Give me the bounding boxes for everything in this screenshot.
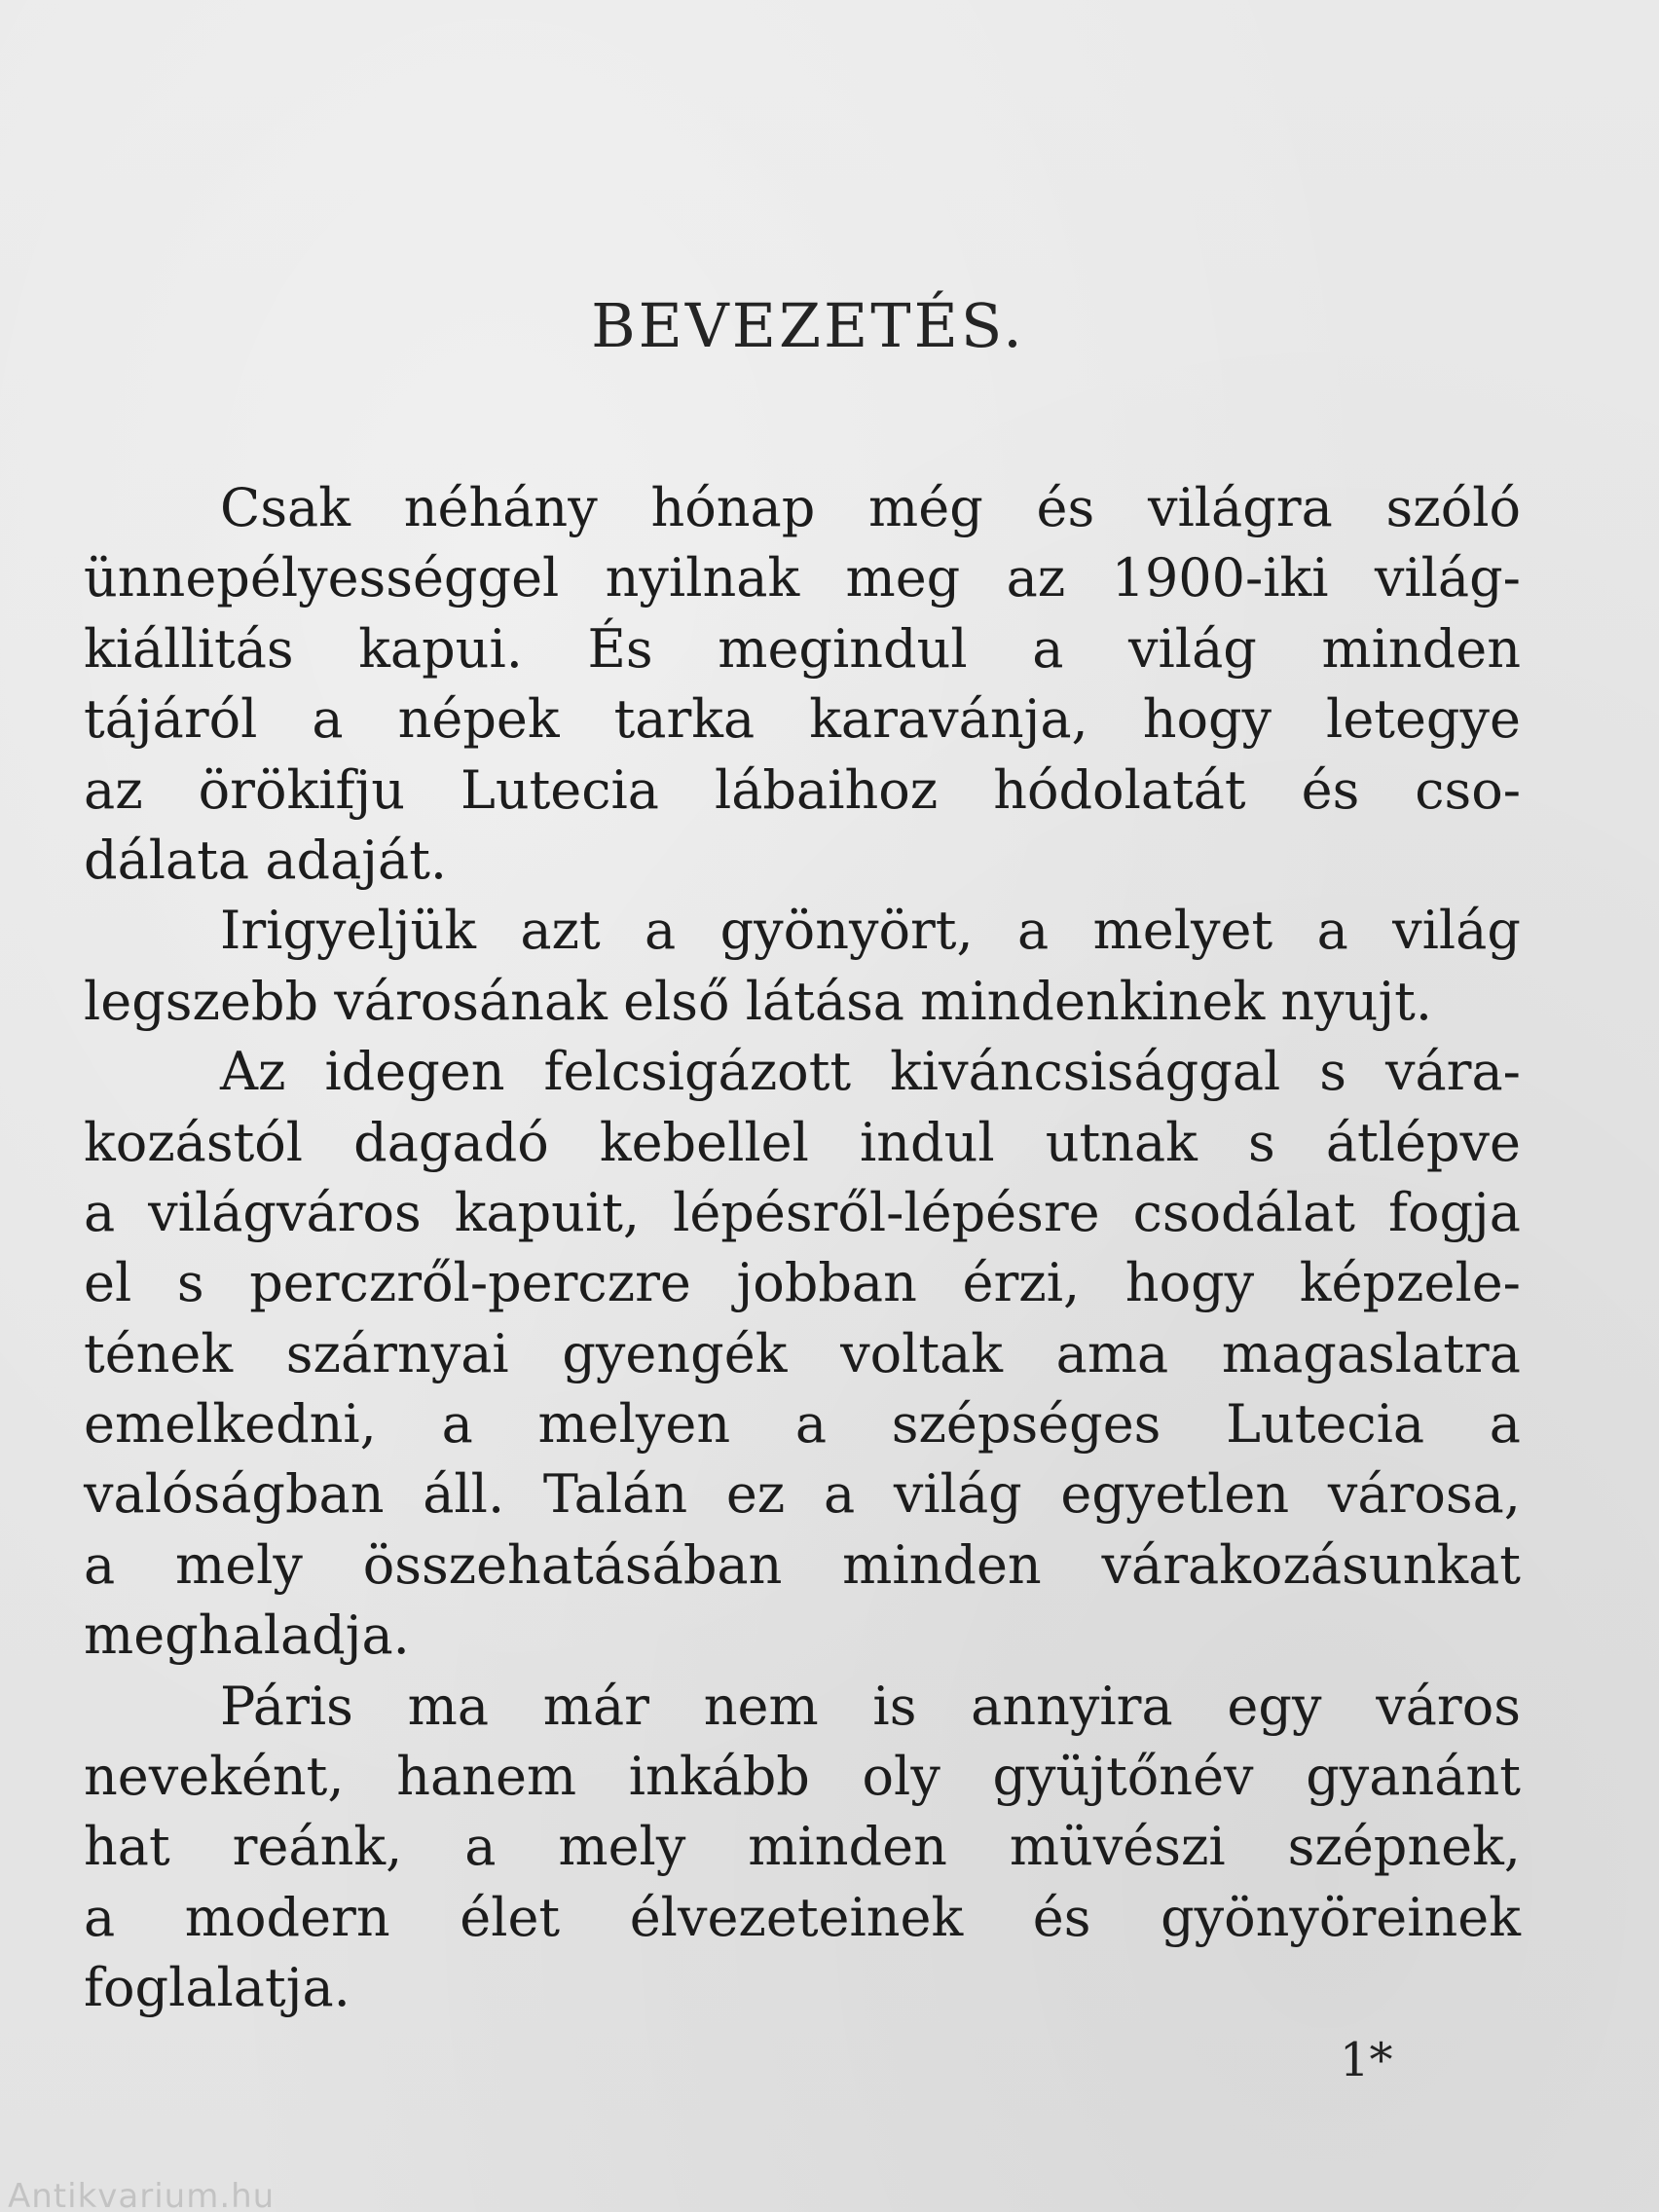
- word: népek: [397, 688, 560, 751]
- word: a: [645, 900, 677, 962]
- body-text: [84, 473, 1521, 2024]
- text-line: [84, 684, 1521, 755]
- word: voltak: [840, 1322, 1003, 1384]
- word: világ: [1128, 617, 1257, 680]
- word: az: [84, 758, 143, 821]
- text-line: [84, 1178, 1521, 1248]
- word: Az: [220, 1041, 286, 1103]
- text-line: [84, 967, 1521, 1037]
- word: azt: [520, 900, 601, 962]
- word: egyetlen: [1060, 1463, 1290, 1526]
- word: a: [1316, 900, 1348, 962]
- word: a: [441, 1393, 473, 1456]
- word: a: [823, 1463, 856, 1526]
- text-line: [84, 1812, 1521, 1882]
- word: várakozásunkat: [1101, 1533, 1521, 1596]
- word: tének: [84, 1322, 234, 1384]
- word: melyet: [1092, 900, 1273, 962]
- word: minden: [748, 1816, 947, 1878]
- word: a: [464, 1816, 497, 1878]
- word: a: [1489, 1393, 1521, 1456]
- word: perczről-perczre: [249, 1252, 691, 1314]
- word: látása: [745, 970, 904, 1032]
- word: minden: [1321, 617, 1521, 680]
- word: letegye: [1326, 688, 1521, 751]
- word: Csak: [220, 477, 350, 538]
- text-line: [84, 1248, 1521, 1318]
- word: ama: [1055, 1322, 1169, 1384]
- word: kiállitás: [84, 617, 294, 680]
- word: szóló: [1385, 477, 1521, 538]
- word: örökifju: [198, 758, 405, 821]
- word: cso-: [1415, 758, 1521, 821]
- word: érzi,: [962, 1252, 1081, 1314]
- word: még: [868, 477, 983, 538]
- word: világváros: [148, 1181, 422, 1243]
- text-line: [84, 756, 1521, 826]
- word: müvészi: [1009, 1816, 1226, 1878]
- word: lépésről-lépésre: [673, 1181, 1100, 1243]
- text-line: [84, 614, 1521, 684]
- word: szépséges: [891, 1393, 1161, 1456]
- word: kapuit,: [454, 1181, 641, 1243]
- word: hogy: [1142, 688, 1272, 751]
- word: mely: [558, 1816, 686, 1878]
- word: néhány: [403, 477, 598, 538]
- word: oly: [862, 1746, 940, 1808]
- word: városa,: [1327, 1463, 1521, 1526]
- word: gyengék: [562, 1322, 788, 1384]
- text-line: [84, 1953, 1521, 2023]
- text-line: [84, 1601, 1521, 1671]
- text-line: [84, 896, 1521, 966]
- word: a: [794, 1393, 828, 1456]
- word: annyira: [971, 1675, 1173, 1737]
- word: kapui.: [358, 617, 523, 680]
- page-number: 1*: [1340, 2033, 1393, 2087]
- word: el: [84, 1252, 132, 1314]
- word: meghaladja.: [84, 1604, 410, 1667]
- text-line: [84, 1037, 1521, 1107]
- word: kebellel: [599, 1111, 809, 1173]
- word: mely: [174, 1533, 303, 1596]
- word: Lutecia: [460, 758, 659, 821]
- word: világ: [893, 1463, 1022, 1526]
- word: tarka: [613, 688, 756, 751]
- text-line: [84, 1389, 1521, 1459]
- word: lábaihoz: [714, 758, 939, 821]
- word: reánk,: [232, 1816, 403, 1878]
- word: Irigyeljük: [220, 900, 476, 962]
- word: legszebb: [84, 970, 319, 1032]
- word: s: [1319, 1041, 1346, 1103]
- word: csodálat: [1132, 1181, 1355, 1243]
- word: világ: [1392, 900, 1521, 962]
- word: szépnek,: [1287, 1816, 1521, 1878]
- word: utnak: [1045, 1111, 1198, 1173]
- word: inkább: [628, 1746, 810, 1808]
- word: a: [1017, 900, 1050, 962]
- word: első: [623, 970, 730, 1032]
- word: dálata: [84, 829, 250, 891]
- word: vára-: [1384, 1041, 1521, 1103]
- word: adaját.: [265, 829, 448, 891]
- word: a: [84, 1886, 116, 1948]
- word: gyönyöreinek: [1161, 1886, 1521, 1948]
- word: s: [176, 1252, 204, 1314]
- word: átlépve: [1325, 1111, 1521, 1173]
- word: hódolatát: [993, 758, 1246, 821]
- text-line: [84, 1530, 1521, 1601]
- word: és: [1036, 477, 1095, 538]
- word: a: [84, 1181, 116, 1243]
- word: már: [542, 1675, 649, 1737]
- text-line: [84, 1319, 1521, 1389]
- word: világ-: [1374, 547, 1521, 609]
- word: s: [1248, 1111, 1275, 1173]
- word: áll.: [423, 1463, 505, 1526]
- word: neveként,: [84, 1746, 345, 1808]
- word: kiváncsisággal: [890, 1041, 1281, 1103]
- word: is: [872, 1675, 917, 1737]
- word: az: [1006, 547, 1066, 609]
- text-line: [84, 543, 1521, 613]
- word: nyilnak: [605, 547, 800, 609]
- word: emelkedni,: [84, 1393, 377, 1456]
- word: ünnepélyességgel: [84, 547, 560, 609]
- text-line: [84, 473, 1521, 543]
- word: hat: [84, 1816, 170, 1878]
- word: karavánja,: [809, 688, 1088, 751]
- word: hónap: [650, 477, 816, 538]
- word: a: [312, 688, 344, 751]
- word: ez: [725, 1463, 786, 1526]
- word: ma: [407, 1675, 490, 1737]
- word: fogja: [1387, 1181, 1521, 1243]
- word: a: [84, 1533, 116, 1596]
- word: dagadó: [353, 1111, 549, 1173]
- word: hanem: [396, 1746, 577, 1808]
- word: nyujt.: [1280, 970, 1433, 1032]
- word: foglalatja.: [84, 1957, 350, 2019]
- word: modern: [184, 1886, 390, 1948]
- text-line: [84, 1108, 1521, 1178]
- word: egy: [1227, 1675, 1322, 1737]
- word: hogy: [1124, 1252, 1255, 1314]
- word: Páris: [220, 1675, 353, 1737]
- word: összehatásában: [362, 1533, 783, 1596]
- word: valóságban: [84, 1463, 385, 1526]
- word: képzele-: [1299, 1252, 1521, 1314]
- word: felcsigázott: [543, 1041, 852, 1103]
- word: városának: [334, 970, 608, 1032]
- word: élvezeteinek: [629, 1886, 964, 1948]
- word: Lutecia: [1226, 1393, 1425, 1456]
- chapter-heading: BEVEZETÉS.: [591, 290, 1025, 361]
- word: tájáról: [84, 688, 258, 751]
- word: melyen: [537, 1393, 731, 1456]
- word: megindul: [718, 617, 968, 680]
- word: indul: [859, 1111, 995, 1173]
- text-line: [84, 1883, 1521, 1953]
- word: magaslatra: [1221, 1322, 1521, 1384]
- word: gyüjtőnév: [992, 1746, 1254, 1808]
- word: kozástól: [84, 1111, 304, 1173]
- word: város: [1376, 1675, 1521, 1737]
- word: élet: [460, 1886, 561, 1948]
- word: 1900-iki: [1111, 547, 1329, 609]
- text-line: [84, 1672, 1521, 1742]
- word: meg: [845, 547, 961, 609]
- word: idegen: [324, 1041, 505, 1103]
- word: a: [1032, 617, 1064, 680]
- word: És: [587, 617, 653, 680]
- watermark-text: Antikvarium.hu: [8, 2177, 276, 2212]
- word: szárnyai: [285, 1322, 509, 1384]
- word: minden: [842, 1533, 1042, 1596]
- word: Talán: [542, 1463, 688, 1526]
- word: mindenkinek: [920, 970, 1266, 1032]
- word: jobban: [736, 1252, 917, 1314]
- word: gyanánt: [1306, 1746, 1521, 1808]
- text-line: [84, 826, 1521, 896]
- word: és: [1301, 758, 1360, 821]
- word: és: [1032, 1886, 1091, 1948]
- word: gyönyört,: [719, 900, 974, 962]
- text-line: [84, 1742, 1521, 1812]
- text-line: [84, 1459, 1521, 1530]
- word: világra: [1147, 477, 1333, 538]
- word: nem: [703, 1675, 819, 1737]
